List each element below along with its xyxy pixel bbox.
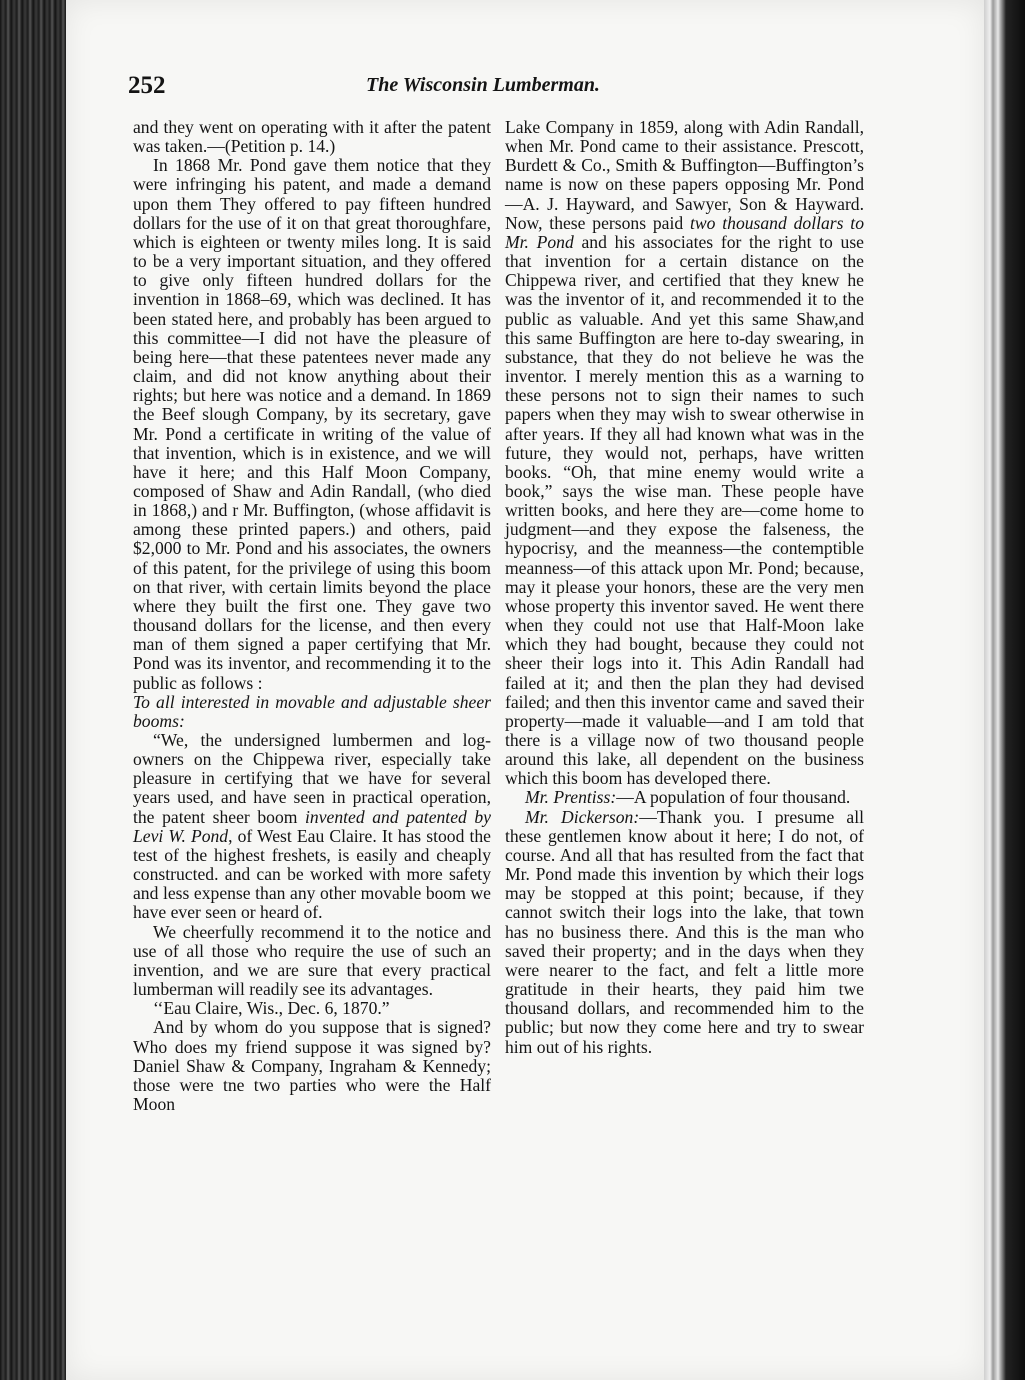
speaker-name: Mr. Dickerson: [525, 806, 640, 827]
paragraph: And by whom do you suppose that is signed? Who does my friend suppose it was signed by? Daniel Shaw & Company, Ingraham & Kennedy; those were tne two parties who were the Half Moon [133, 1017, 491, 1114]
paragraph: In 1868 Mr. Pond gave them notice that they were infringing his patent, and made a demand upon them They offered to pay fifteen hundred dollars for the use of it on that great thoroughfare, which is eighteen or twenty miles long. It is said to be a very important situation, and they offered to give only fifteen hundred dollars for the invention in 1868–69, which was declined. It has been stated here, and probably has been argued to this committee—I did not have the pleasure of being here—that these patentees never made any claim, and did not know anything about their rights; but here was notice and a demand. In 1869 the Beef slough Company, by its secretary, gave Mr. Pond a certificate in writing of the value of that invention, which is in existence, and we will have it here; and this Half Moon Company, composed of Shaw and Adin Randall, (who died in 1868,) and r Mr. Buffington, (whose affidavit is among these printed papers.) and others, paid $2,000 to Mr. Pond and his associates, the owners of this patent, for the privilege of using this boom on that river, with certain limits beyond the place where they built the first one. They gave two thousand dollars for the license, and then every man of them signed a paper certifying that Mr. Pond was its inventor, and recommending it to the public as follows : [133, 155, 491, 693]
text-run: “We, the undersigned lumbermen and log-owners on the Chippewa river, especially take pleasure in certifying that we have for several years used, and have seen in practical operation, the patent sheer boom [133, 730, 491, 827]
certificate-paragraph [133, 731, 491, 923]
text-run: Lake Company in 1859, along with Adin Randall, when Mr. Pond came to their assistance. Prescott, Burdett & Co., Smith & Buffington—Buffington’s name is now on these papers opposing Mr. Pond —A. J. Hayward, and Sawyer, Son & Hayward. Now, these persons paid [505, 117, 864, 233]
speaker-paragraph [505, 808, 864, 1057]
italic-text-run: two thousand dollars to Mr. Pond [505, 212, 864, 252]
certificate-heading: To all interested in movable and adjustable sheer booms: [133, 691, 491, 731]
text-run: and his associates for the right to use that invention for a certain distance on the Chippewa river, and certified that they knew he was the inventor of it, and recommended it to the public as valuable. And yet this same Shaw,and this same Buffington are here to-day swearing, in substance, that they do not believe he was the inventor. I merely mention this as a warning to these persons not to sign their names to such papers when they may wish to swear otherwise in after years. If they all had known what was in the future, they would not, perhaps, have written books. “Oh, that mine enemy would write a book,” says the wise man. These people have written books, and here they are—come home to judgment—and they expose the falseness, the hypocrisy, and the meanness—the contemptible meanness—of this attack upon Mr. Pond; because, may it please your honors, these are the very men whose property this inventor saved. He went there when they could not use that Half-Moon lake which they had bought, because they could not sheer their logs into it. This Adin Randall had failed at it; and then the plan they had devised failed; and then this inventor came and saved their property—made it valuable—and I am told that there is a village now of two thousand people around this lake, all dependent on the business which this boom has developed there. [505, 231, 864, 789]
running-header [66, 72, 600, 106]
book-binding-edge [0, 0, 66, 1380]
paragraph: We cheerfully recommend it to the notice and use of all those who require the use of such an invention, and we are sure that every practical lumberman will readily see its advantages. [133, 921, 491, 1000]
page-right-edge [984, 0, 1025, 1380]
page-number: 252 [128, 72, 166, 99]
paragraph: and they went on operating with it after the patent was taken.—(Petition p. 14.) [133, 117, 491, 157]
text-run: —Thank you. I presume all these gentlemen know about it here; I do not, of course. And all that has resulted from the fact that Mr. Pond made this invention by which their logs may be stopped at this point; because, if they cannot switch their logs into the lake, that town has no business there. And this is the man who saved their property; and in the days when they were nearer to the fact, and felt a little more gratitude in their hearts, they paid him twe thousand dollars, and recommended him to the public; but now they come here and try to swear him out of his rights. [505, 806, 864, 1057]
running-title: The Wisconsin Lumberman. [366, 74, 600, 96]
right-column [505, 118, 864, 1057]
speaker-paragraph [505, 788, 864, 807]
speaker-name: Mr. Prentiss: [525, 787, 617, 808]
paragraph [505, 118, 864, 788]
text-run: —A population of four thousand. [616, 787, 851, 808]
text-run: , of West Eau Claire. It has stood the test of the highest freshets, is easily and cheaply constructed. and can be worked with more safety and less expense than any other movable boom we have ever seen or heard of. [133, 825, 491, 923]
left-column [133, 118, 491, 1114]
italic-text-run: invented and patented by Levi W. Pond [133, 806, 491, 846]
certificate-dateline: ‘‘Eau Claire, Wis., Dec. 6, 1870.” [153, 998, 390, 1019]
